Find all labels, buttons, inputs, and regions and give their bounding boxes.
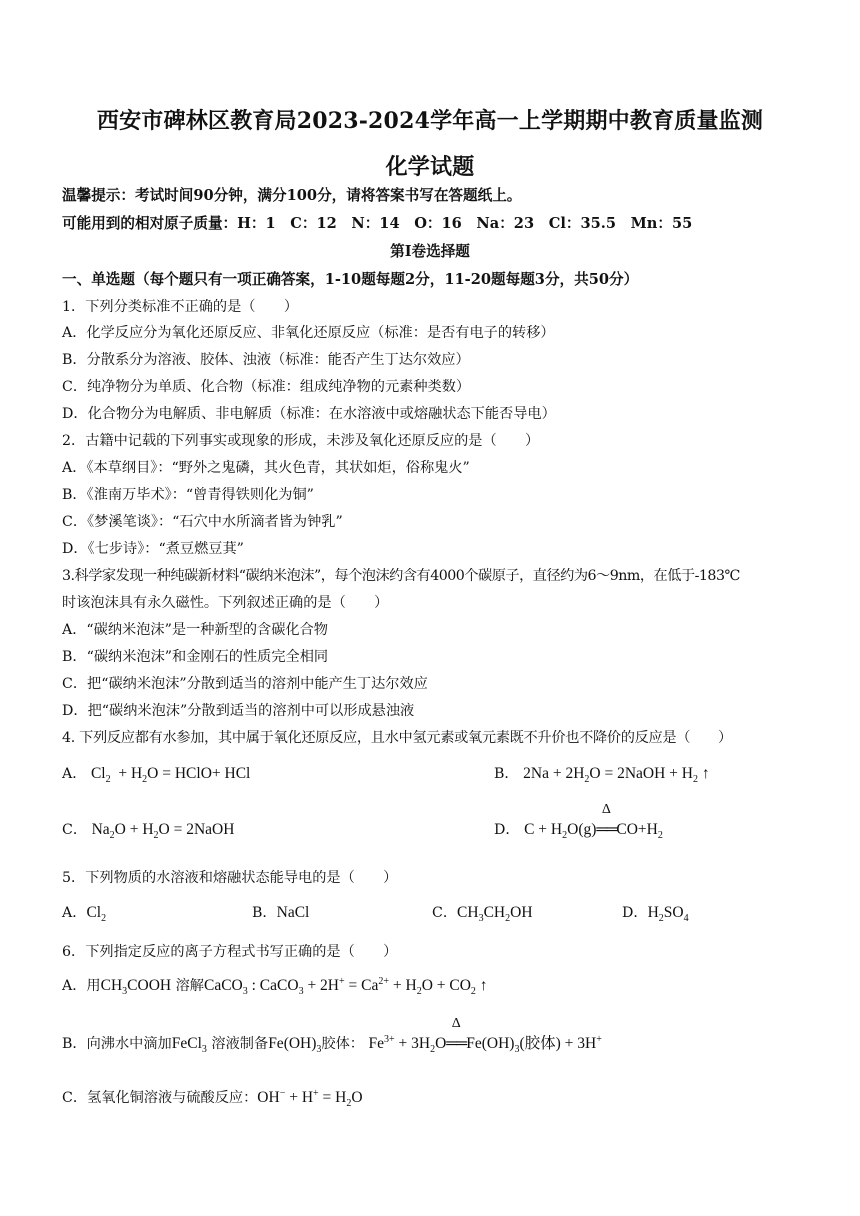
q5-option-d-label: D．: [622, 905, 648, 921]
q3-option-d: D．把“碳纳米泡沫”分散到适当的溶剂中可以形成悬浊液: [62, 703, 415, 719]
q4-option-d: [494, 802, 663, 842]
q5-option-c-formula: $CH_3CH_2OH$: [457, 904, 533, 925]
q3-option-a: A．“碳纳米泡沫”是一种新型的含碳化合物: [62, 622, 328, 638]
q6-option-b-reagent: FeCl$_3$: [171, 1035, 207, 1056]
q2-stem: 2．古籍中记载的下列事实或现象的形成，未涉及氧化还原反应的是（ ）: [62, 433, 540, 449]
q6-option-b-mid2: 胶体：: [321, 1036, 364, 1052]
q4-option-a-label: A．: [62, 766, 87, 782]
q5-option-b: [252, 903, 309, 923]
q3-stem-line1: 3.科学家发现一种纯碳新材料“碳纳米泡沫”，每个泡沫约含有4000个碳原子，直径约为6～9nm，在低于-183℃: [62, 568, 740, 584]
q6-option-c-label: C．氢氧化铜溶液与硫酸反应：: [62, 1090, 258, 1106]
q5-option-a: [62, 903, 106, 923]
q5-option-c: [432, 903, 533, 923]
q3-option-b: B．“碳纳米泡沫”和金刚石的性质完全相同: [62, 649, 329, 665]
q6-option-b-formula: $Fe^{3+} + 3H_2O$ Δ $══Fe(OH)_3$(胶体) + 3H+: [368, 1016, 602, 1056]
q1-option-b: B．分散系分为溶液、胶体、浊液（标准：能否产生丁达尔效应）: [62, 352, 470, 368]
page-subtitle: 化学试题: [385, 154, 475, 180]
q6-option-a: [62, 976, 804, 996]
q4-option-d-formula: $C + H_2O(g)$ Δ $══CO+H_2$: [524, 802, 663, 842]
q4-row-ab: [62, 764, 804, 784]
q6-option-c: [62, 1088, 804, 1108]
q4-option-c-label: C．: [62, 822, 88, 838]
q5-option-b-formula: NaCl: [276, 904, 310, 921]
q2-option-c: C．《梦溪笔谈》：“石穴中水所滴者皆为钟乳”: [62, 514, 343, 530]
q5-option-a-label: A．: [62, 905, 87, 921]
q3-option-c: C．把“碳纳米泡沫”分散到适当的溶剂中能产生丁达尔效应: [62, 676, 428, 692]
q5-option-c-label: C．: [432, 905, 458, 921]
q6-option-b-label: B．向沸水中滴加: [62, 1036, 172, 1052]
q5-stem: 5．下列物质的水溶液和熔融状态能导电的是（ ）: [62, 870, 398, 886]
q1-option-d: D．化合物分为电解质、非电解质（标准：在水溶液中或熔融状态下能否导电）: [62, 406, 556, 422]
q4-option-c-formula: $Na_2O + H_2O$ = 2NaOH: [91, 821, 235, 842]
q6-option-c-formula: $OH^- + H^+ = H_2O$: [257, 1087, 363, 1110]
page-title: 西安市碑林区教育局2023-2024学年高一上学期期中教育质量监测: [96, 108, 764, 134]
q5-option-b-label: B．: [252, 905, 277, 921]
q2-option-a: A．《本草纲目》：“野外之鬼磷，其火色青，其状如炬，俗称鬼火”: [62, 460, 470, 476]
q6-option-b-mid: 溶液制备: [211, 1036, 269, 1052]
q6-option-b-product: $Fe(OH)_3$: [268, 1035, 322, 1056]
volume-heading: 第Ⅰ卷选择题: [390, 243, 470, 260]
q5-option-d-formula: $H_2SO_4$: [647, 904, 689, 925]
q2-option-d: D．《七步诗》：“煮豆燃豆萁”: [62, 541, 244, 557]
q4-stem: 4. 下列反应都有水参加，其中属于氧化还原反应，且水中氢元素或氧元素既不升价也不降价的反应是（ ）: [62, 730, 732, 746]
atomic-masses: 可能用到的相对原子质量：H：1 C：12 N：14 O：16 Na：23 Cl：35.5 Mn：55: [62, 215, 693, 232]
q6-stem: 6．下列指定反应的离子方程式书写正确的是（ ）: [62, 944, 398, 960]
q5-option-a-formula: $Cl_2$: [86, 904, 107, 925]
q5-option-d: [622, 903, 689, 923]
q4-option-a-formula: $Cl_2 + H_2O$ = HClO+ HCl: [90, 765, 251, 786]
exam-tip: 温馨提示：考试时间90分钟，满分100分，请将答案书写在答题纸上。: [62, 187, 522, 204]
q6-option-a-mid: 溶解: [175, 978, 204, 994]
section-heading: 一、单选题（每个题只有一项正确答案，1-10题每题2分，11-20题每题3分，共50分）: [62, 271, 639, 288]
q4-option-b-formula: $2Na + 2H_2O$ = 2NaOH + $H_2$ ↑: [523, 765, 710, 786]
q1-stem: 1．下列分类标准不正确的是（ ）: [62, 299, 299, 315]
q6-option-a-formula: CaCO$_3$ : CaCO$_3$ + $2H^+ = Ca^{2+} + H_2O + CO_2$ ↑: [204, 975, 488, 998]
q4-option-b-label: B．: [494, 766, 519, 782]
q2-option-b: B．《淮南万毕术》：“曾青得铁则化为铜”: [62, 487, 314, 503]
q3-stem-line2: 时该泡沫具有永久磁性。下列叙述正确的是（ ）: [62, 595, 389, 611]
q1-option-c: C．纯净物分为单质、化合物（标准：组成纯净物的元素种类数）: [62, 379, 471, 395]
q4-row-cd: [62, 802, 804, 842]
q4-option-b: [494, 764, 710, 784]
q6-option-a-reagent: $CH_3COOH$: [100, 977, 172, 998]
q1-option-a: A．化学反应分为氧化还原反应、非氧化还原反应（标准：是否有电子的转移）: [62, 325, 555, 341]
q4-option-d-label: D．: [494, 822, 520, 838]
q6-option-b: [62, 1016, 804, 1056]
q6-option-a-label: A．用: [62, 978, 101, 994]
